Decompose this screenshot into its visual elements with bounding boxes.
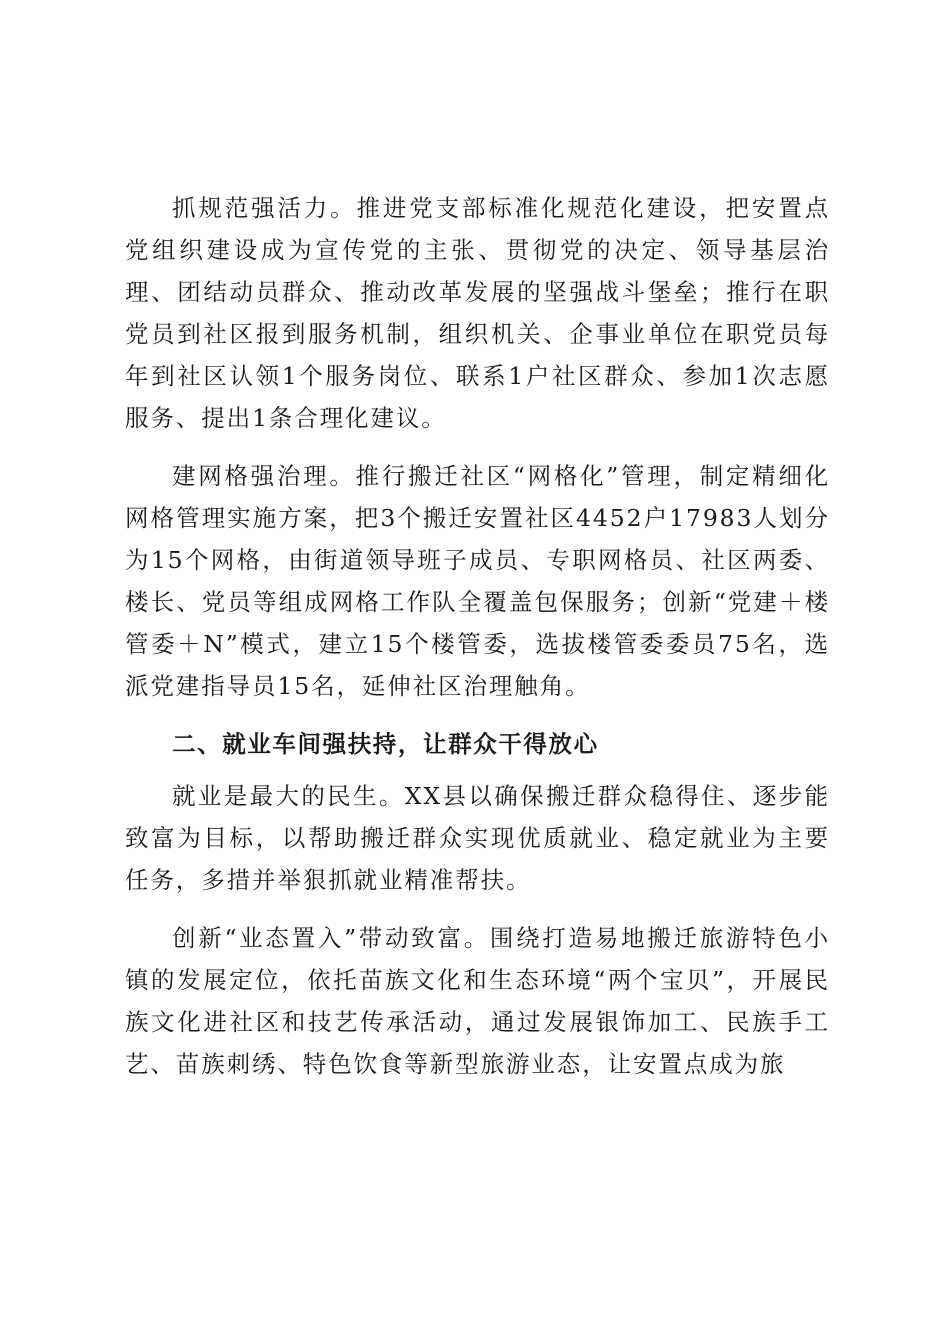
paragraph-business-format-placement: 创新“业态置入”带动致富。围绕打造易地搬迁旅游特色小镇的发展定位，依托苗族文化和生态环境“两个宝贝”，开展民族文化进社区和技艺传承活动，通过发展银饰加工、民族手工艺、苗族刺绣、特色饮食等新型旅游业态，让安置点成为旅 [125,924,830,1078]
paragraph-grid-governance: 建网格强治理。推行搬迁社区“网格化”管理，制定精细化网格管理实施方案，把3个搬迁安置社区4452户17983人划分为15个网格，由街道领导班子成员、专职网格员、社区两委、楼长、党员等组成网格工作队全覆盖包保服务；创新“党建＋楼管委＋N”模式，建立15个楼管委，选拔楼管委委员75名，选派党建指导员15名，延伸社区治理触角。 [125,462,830,700]
paragraph-employment-livelihood: 就业是最大的民生。XX县以确保搬迁群众稳得住、逐步能致富为目标，以帮助搬迁群众实现优质就业、稳定就业为主要任务，多措并举狠抓就业精准帮扶。 [125,782,830,894]
section-heading-employment-workshop: 二、就业车间强扶持，让群众干得放心 [172,730,599,758]
document-body [125,187,830,1101]
paragraph-party-branch-standardization: 抓规范强活力。推进党支部标准化规范化建设，把安置点党组织建设成为宣传党的主张、贯彻党的决定、领导基层治理、团结动员群众、推动改革发展的坚强战斗堡垒；推行在职党员到社区报到服务机制，组织机关、企事业单位在职党员每年到社区认领1个服务岗位、联系1户社区群众、参加1次志愿服务、提出1条合理化建议。 [125,194,830,432]
